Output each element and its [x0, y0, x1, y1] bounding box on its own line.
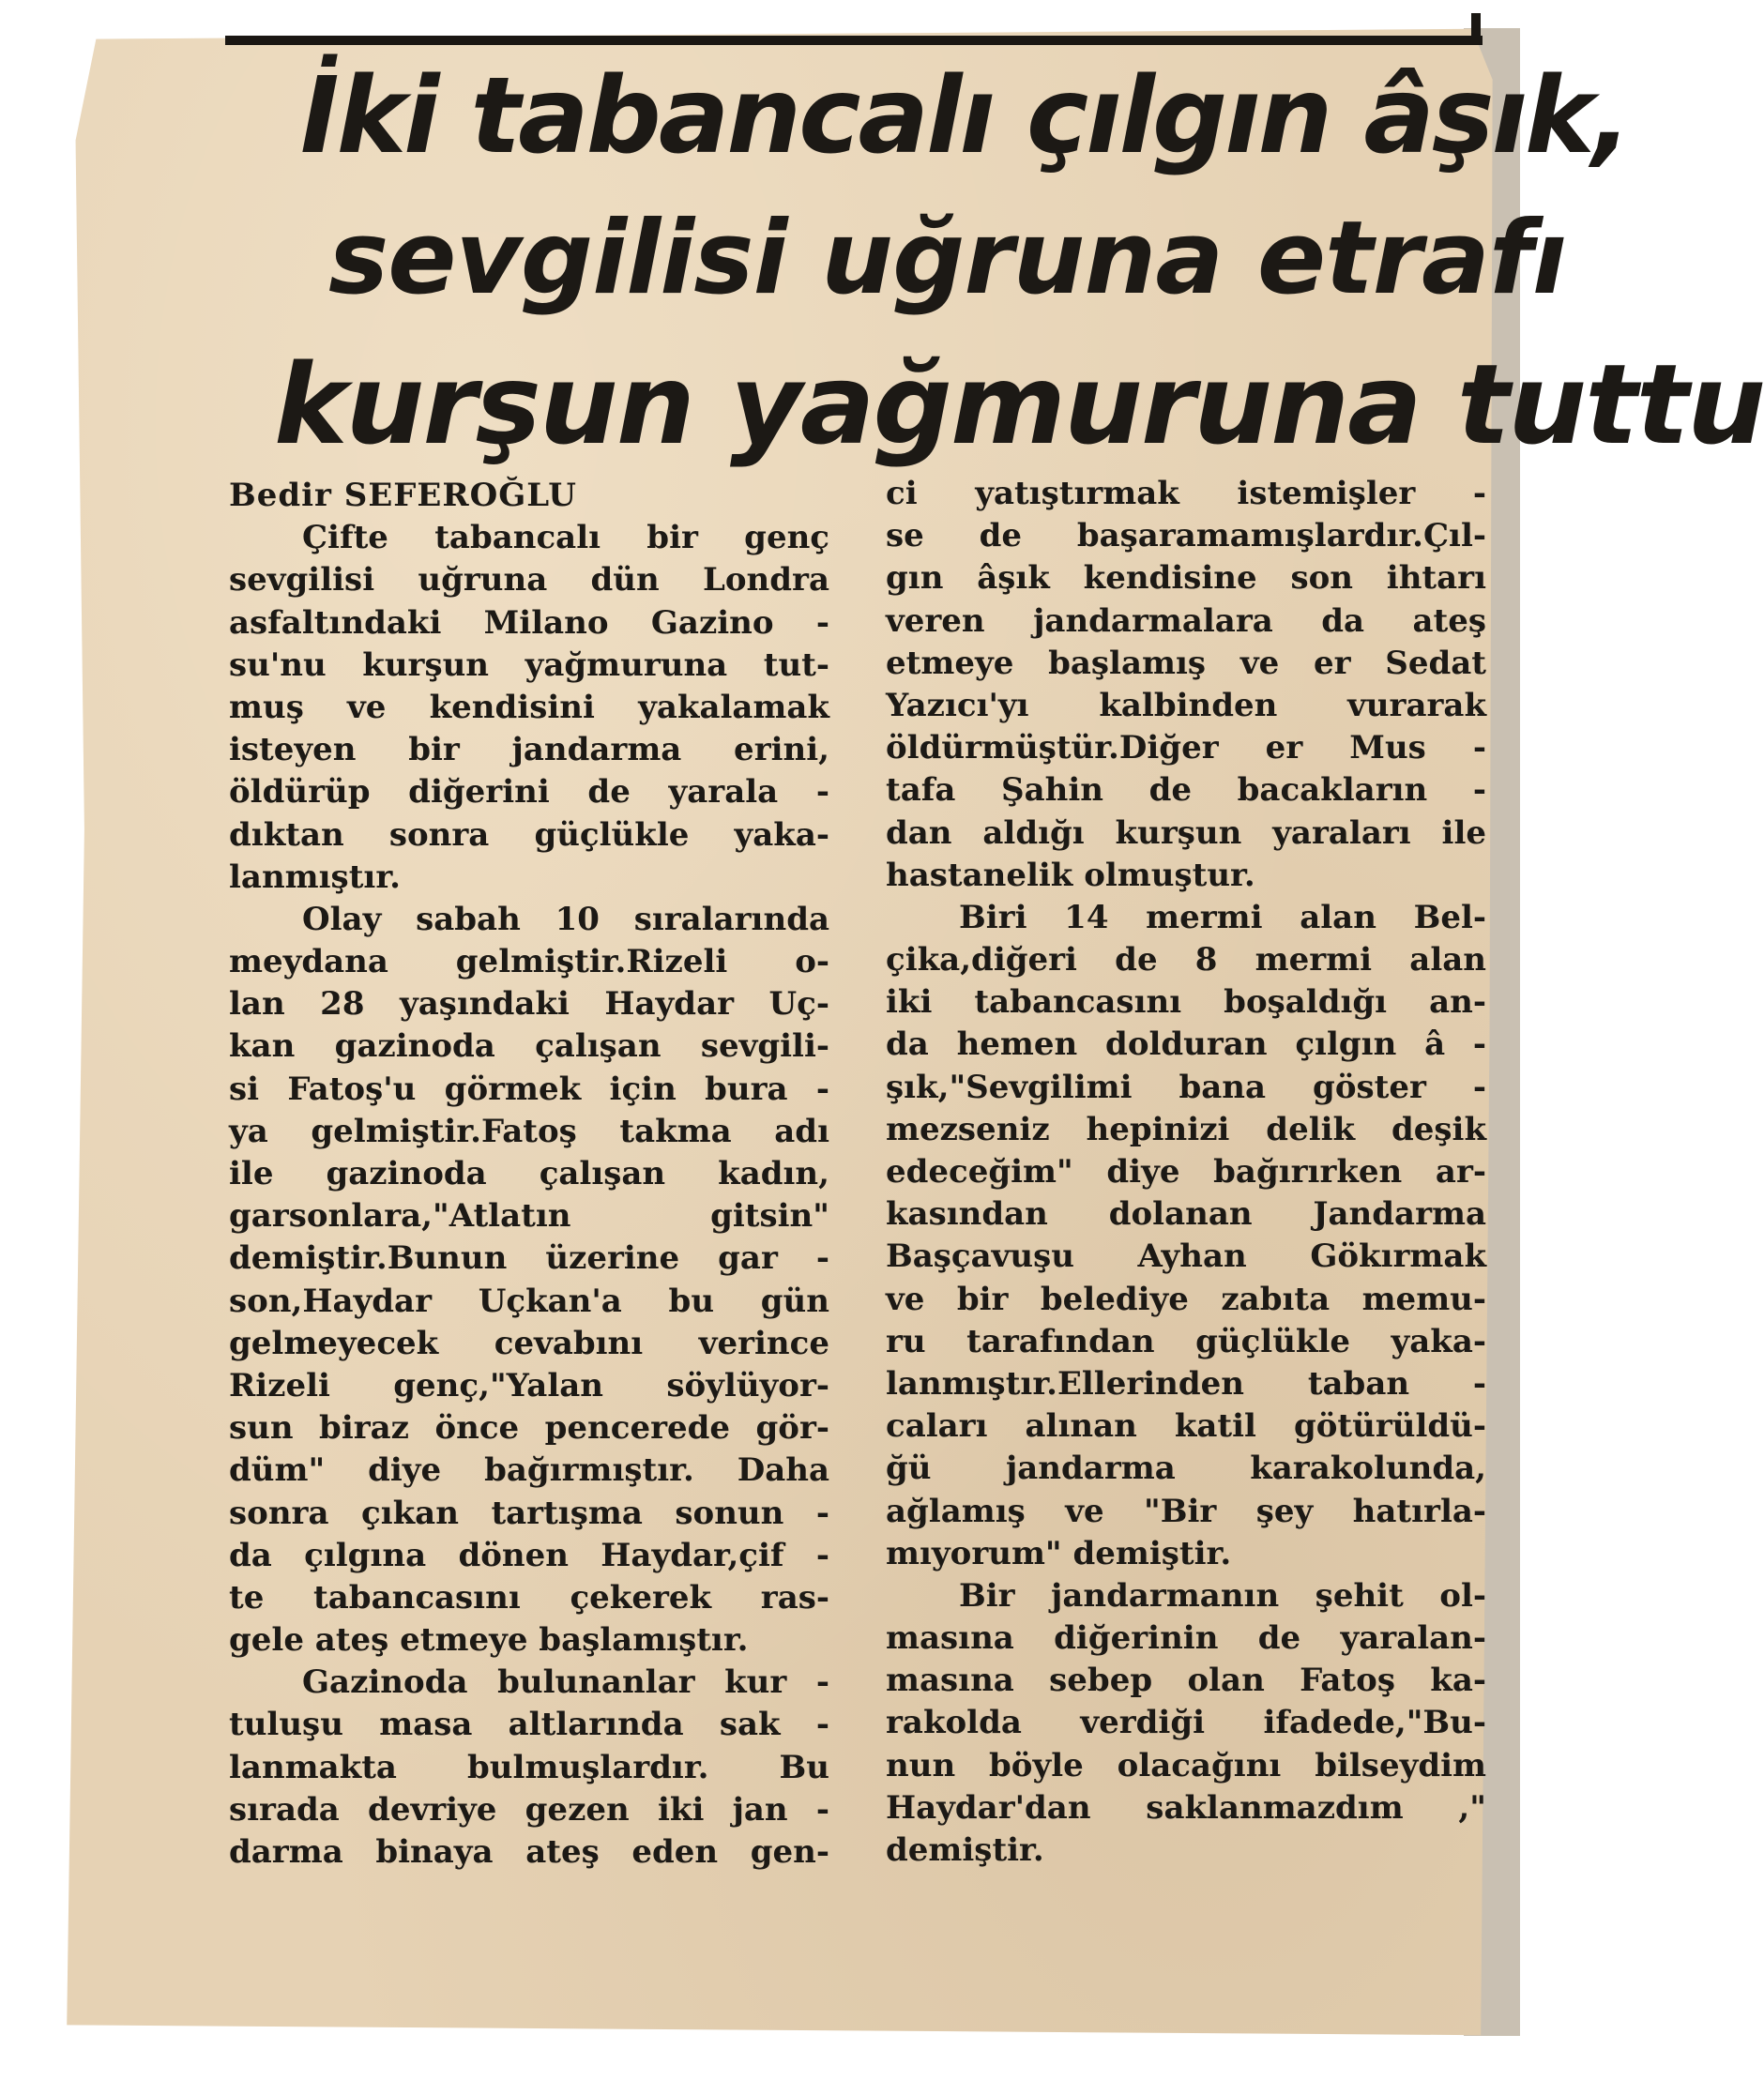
article-line: lanmıştır.Ellerinden taban - — [886, 1364, 1486, 1403]
article-line: masına sebep olan Fatoş ka- — [886, 1662, 1486, 1700]
article-line: demiştir.Bunun üzerine gar - — [229, 1239, 829, 1278]
article-line: ci yatıştırmak istemişler - — [886, 475, 1486, 512]
article-line: darma binaya ateş eden gen- — [229, 1833, 829, 1871]
article-line: kan gazinoda çalışan sevgili- — [229, 1027, 829, 1066]
article-line: da çılgına dönen Haydar,çif - — [229, 1536, 829, 1574]
article-line: ru tarafından güçlükle yaka- — [886, 1322, 1486, 1360]
article-line: etmeye başlamış ve er Sedat — [886, 644, 1486, 682]
article-line: hastanelik olmuştur. — [886, 856, 1255, 894]
article-line: garsonlara,"Atlatın gitsin" — [229, 1197, 829, 1236]
article-line: Rizeli genç,"Yalan söylüyor- — [229, 1366, 829, 1404]
article-line: te tabancasını çekerek ras- — [229, 1578, 829, 1617]
article-line: su'nu kurşun yağmuruna tut- — [229, 645, 829, 684]
article-line: Başçavuşu Ayhan Gökırmak — [886, 1237, 1486, 1276]
article-column-left — [229, 475, 829, 1874]
article-line: si Fatoş'u görmek için bura - — [229, 1070, 829, 1108]
article-line: öldürüp diğerini de yarala - — [229, 773, 829, 812]
headline-line-1: İki tabancalı çılgın âşık, — [300, 55, 1630, 177]
article-line: lan 28 yaşındaki Haydar Uç- — [229, 985, 829, 1024]
article-line: Çifte tabancalı bir genç — [302, 519, 829, 557]
article-line: meydana gelmiştir.Rizeli o- — [229, 943, 829, 981]
article-line: caları alınan katil götürüldü- — [886, 1407, 1486, 1446]
article-line: mezseniz hepinizi delik deşik — [886, 1110, 1486, 1148]
article-line: masına diğerinin de yaralan- — [886, 1619, 1486, 1658]
article-line: ağlamış ve "Bir şey hatırla- — [886, 1492, 1486, 1530]
right-rule — [1471, 13, 1481, 45]
article-line: kasından dolanan Jandarma — [886, 1195, 1486, 1234]
article-line: dıktan sonra güçlükle yaka- — [229, 815, 829, 854]
article-line: da hemen dolduran çılgın â - — [886, 1025, 1486, 1064]
article-column-right — [886, 473, 1486, 1872]
article-line: gın âşık kendisine son ihtarı — [886, 559, 1486, 598]
article-line: şık,"Sevgilimi bana göster - — [886, 1068, 1486, 1106]
article-line: asfaltındaki Milano Gazino - — [229, 603, 829, 642]
article-line: se de başaramamışlardır.Çıl- — [886, 517, 1486, 555]
article-line: lanmıştır. — [229, 858, 401, 896]
top-rule — [225, 36, 1483, 45]
article-line: ğü jandarma karakolunda, — [886, 1450, 1486, 1488]
article-line: düm" diye bağırmıştır. Daha — [229, 1451, 829, 1490]
article-line: edeceğim" diye bağırırken ar- — [886, 1153, 1486, 1191]
article-line: nun böyle olacağını bilseydim — [886, 1746, 1486, 1784]
article-line: isteyen bir jandarma erini, — [229, 731, 829, 769]
article-line: demiştir. — [886, 1831, 1044, 1869]
article-line: muş ve kendisini yakalamak — [229, 688, 829, 726]
article-line: sevgilisi uğruna dün Londra — [229, 561, 829, 600]
article-line: sırada devriye gezen iki jan - — [229, 1790, 829, 1829]
article-line: Yazıcı'yı kalbinden vurarak — [886, 686, 1486, 724]
article-line: ile gazinoda çalışan kadın, — [229, 1155, 829, 1192]
article-line: Olay sabah 10 sıralarında — [302, 900, 829, 938]
article-line: lanmakta bulmuşlardır. Bu — [229, 1748, 829, 1786]
article-line: ya gelmiştir.Fatoş takma adı — [229, 1112, 829, 1150]
article-line: tuluşu masa altlarında sak - — [229, 1706, 829, 1744]
article-line: Haydar'dan saklanmazdım ," — [886, 1788, 1486, 1827]
article-line: çika,diğeri de 8 mermi alan — [886, 941, 1486, 979]
article-line: dan aldığı kurşun yaraları ile — [886, 813, 1486, 852]
article-line: son,Haydar Uçkan'a bu gün — [229, 1282, 829, 1320]
byline: Bedir SEFEROĞLU — [229, 477, 577, 514]
article-line: sun biraz önce pencerede gör- — [229, 1409, 829, 1448]
article-line: Biri 14 mermi alan Bel- — [959, 898, 1486, 936]
article-line: veren jandarmalara da ateş — [886, 601, 1486, 640]
article-line: Bir jandarmanın şehit ol- — [959, 1576, 1486, 1615]
article-line: tafa Şahin de bacakların - — [886, 771, 1486, 810]
headline-line-2: sevgilisi uğruna etrafı — [328, 200, 1566, 317]
headline-line-3: kurşun yağmuruna tuttu — [274, 340, 1764, 469]
article-line: ve bir belediye zabıta memu- — [886, 1280, 1486, 1318]
article-line: gelmeyecek cevabını verince — [229, 1324, 829, 1362]
article-line: iki tabancasını boşaldığı an- — [886, 983, 1486, 1022]
article-line: gele ateş etmeye başlamıştır. — [229, 1621, 749, 1660]
article-line: öldürmüştür.Diğer er Mus - — [886, 729, 1486, 767]
article-line: rakolda verdiği ifadede,"Bu- — [886, 1704, 1486, 1742]
article-line: Gazinoda bulunanlar kur - — [302, 1663, 829, 1702]
article-line: mıyorum" demiştir. — [886, 1534, 1232, 1572]
article-line: sonra çıkan tartışma sonun - — [229, 1494, 829, 1532]
